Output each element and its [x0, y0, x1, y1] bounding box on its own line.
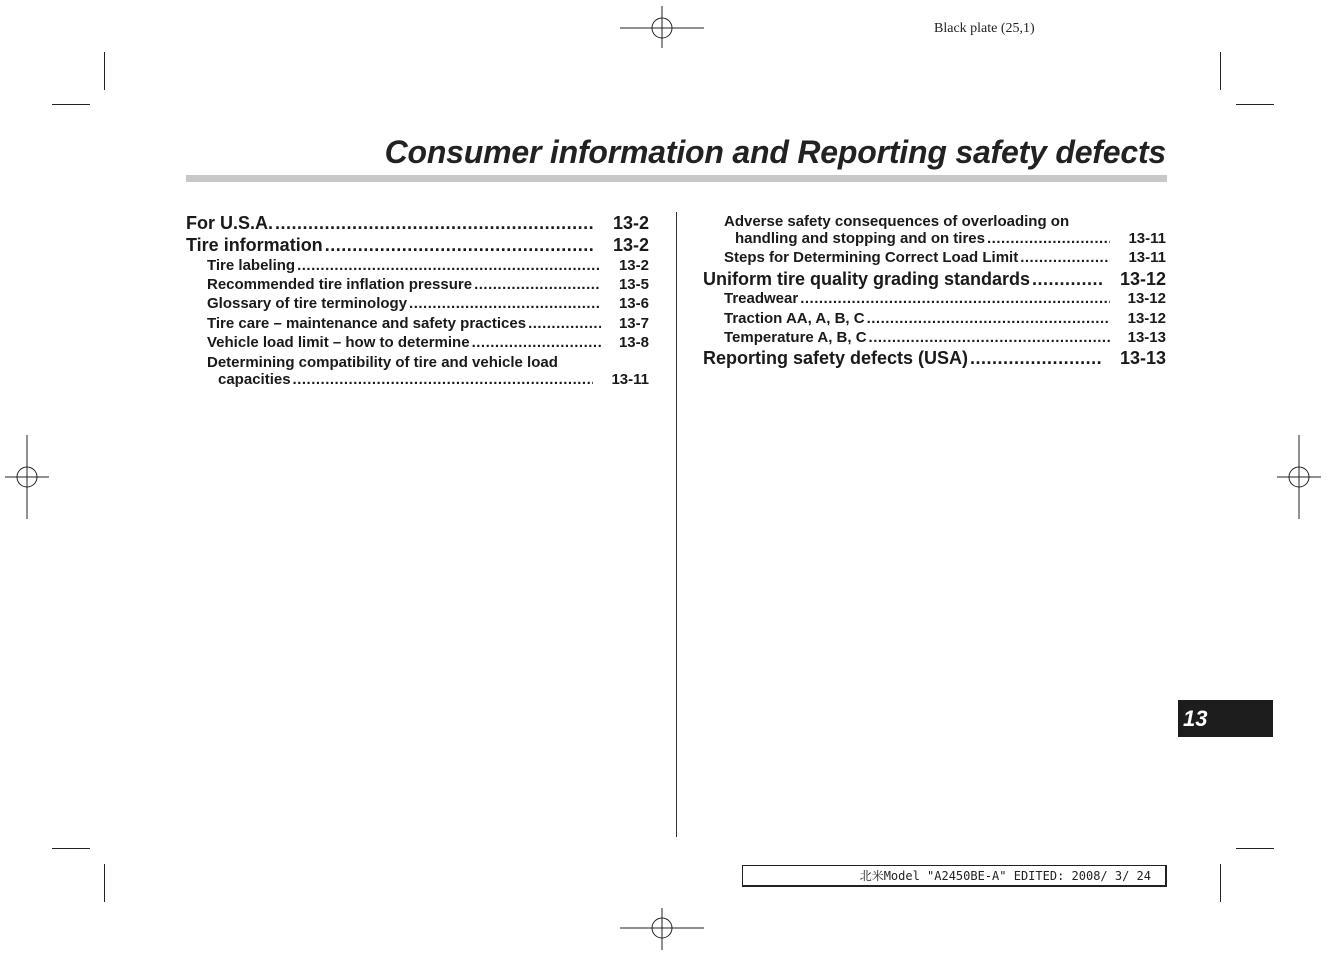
toc-label: capacities	[218, 371, 291, 388]
leader-dots	[800, 290, 1109, 307]
toc-entry-for-usa[interactable]	[186, 213, 649, 234]
toc-page: 13-2	[612, 235, 649, 255]
toc-page: 13-12	[1127, 310, 1166, 327]
toc-label: Tire labeling	[207, 257, 296, 274]
toc-page: 13-13	[1119, 348, 1166, 368]
toc-page: 13-6	[618, 295, 649, 312]
leader-dots	[987, 230, 1110, 247]
page-title: Consumer information and Reporting safety defects	[384, 134, 1166, 170]
toc-entry-glossary[interactable]	[207, 295, 649, 312]
toc-page: 13-7	[618, 315, 649, 332]
toc-label: Traction AA, A, B, C	[724, 310, 865, 327]
toc-label: Reporting safety defects (USA)	[703, 348, 969, 368]
leader-dots	[474, 276, 601, 293]
leader-dots	[472, 334, 601, 351]
toc-entry-recommended-pressure[interactable]	[207, 276, 649, 293]
toc-label: Uniform tire quality grading standards	[703, 269, 1031, 289]
toc-page: 13-12	[1119, 269, 1166, 289]
toc-label: Vehicle load limit – how to determine	[207, 334, 470, 351]
toc-page: 13-11	[611, 371, 649, 388]
leader-dots	[325, 235, 595, 256]
leader-dots	[297, 257, 601, 274]
column-divider	[676, 212, 677, 837]
leader-dots	[275, 213, 595, 234]
toc-entry-compatibility[interactable]	[218, 371, 649, 388]
toc-label: Treadwear	[724, 290, 799, 307]
toc-entry-traction[interactable]	[724, 310, 1166, 327]
leader-dots	[1032, 269, 1102, 290]
toc-entry-load-limit[interactable]	[207, 334, 649, 351]
toc-entry-treadwear[interactable]	[724, 290, 1166, 307]
leader-dots	[1020, 249, 1110, 266]
toc-label: handling and stopping and on tires	[735, 230, 985, 247]
toc-label: Tire care – maintenance and safety practices	[207, 315, 527, 332]
toc-entry-compatibility-line1[interactable]: Determining compatibility of tire and vehicle load	[207, 354, 558, 371]
title-rule	[186, 175, 1167, 182]
toc-entry-reporting[interactable]	[703, 348, 1166, 369]
toc-page: 13-2	[612, 213, 649, 233]
toc-label: For U.S.A.	[186, 213, 274, 233]
toc-label: Glossary of tire terminology	[207, 295, 408, 312]
leader-dots	[409, 295, 601, 312]
toc-entry-adverse-line1[interactable]: Adverse safety consequences of overloading on	[724, 213, 1070, 230]
leader-dots	[528, 315, 601, 332]
toc-entry-temperature[interactable]	[724, 329, 1166, 346]
toc-label: Recommended tire inflation pressure	[207, 276, 473, 293]
toc-entry-utqg[interactable]	[703, 269, 1166, 290]
toc-label: Temperature A, B, C	[724, 329, 867, 346]
toc-page: 13-5	[618, 276, 649, 293]
toc-label: Steps for Determining Correct Load Limit	[724, 249, 1019, 266]
toc-page: 13-11	[1128, 249, 1166, 266]
toc-page: 13-12	[1127, 290, 1166, 307]
toc-label: Tire information	[186, 235, 323, 255]
toc-entry-tire-information[interactable]	[186, 235, 649, 256]
toc-page: 13-2	[618, 257, 649, 274]
leader-dots	[970, 348, 1102, 369]
leader-dots	[867, 310, 1110, 327]
leader-dots	[869, 329, 1110, 346]
plate-label: Black plate (25,1)	[934, 21, 1035, 36]
leader-dots	[293, 371, 594, 388]
toc-page: 13-13	[1127, 329, 1166, 346]
chapter-tab: 13	[1178, 700, 1273, 737]
toc-entry-tire-labeling[interactable]	[207, 257, 649, 274]
toc-page: 13-8	[618, 334, 649, 351]
toc-entry-tire-care[interactable]	[207, 315, 649, 332]
footer-stamp: 北米Model "A2450BE-A" EDITED: 2008/ 3/ 24	[742, 865, 1167, 887]
toc-page: 13-11	[1128, 230, 1166, 247]
toc-entry-adverse[interactable]	[735, 230, 1166, 247]
toc-entry-steps[interactable]	[724, 249, 1166, 266]
